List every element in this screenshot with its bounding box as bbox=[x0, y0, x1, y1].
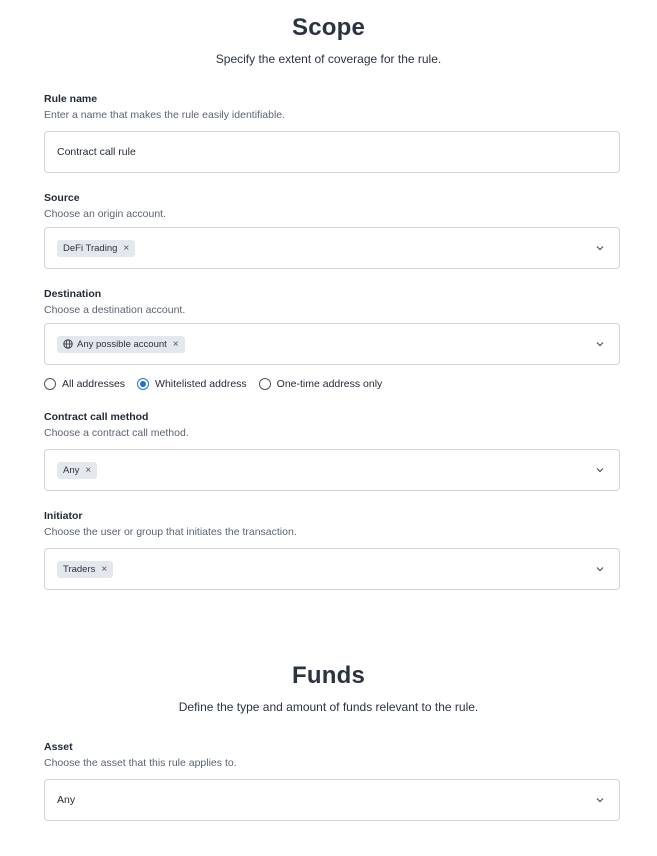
initiator-chip-label: Traders bbox=[63, 563, 96, 575]
remove-icon[interactable]: × bbox=[101, 563, 108, 575]
method-help: Choose a contract call method. bbox=[44, 427, 189, 439]
method-select[interactable] bbox=[44, 449, 620, 491]
rule-name-input[interactable] bbox=[44, 131, 620, 173]
source-chip-label: DeFi Trading bbox=[63, 242, 118, 254]
asset-value: Any bbox=[57, 794, 76, 806]
initiator-chip bbox=[57, 561, 113, 578]
initiator-label: Initiator bbox=[44, 510, 83, 522]
chevron-down-icon[interactable] bbox=[595, 564, 605, 574]
initiator-help: Choose the user or group that initiates the transaction. bbox=[44, 526, 297, 538]
method-chip bbox=[57, 462, 97, 479]
remove-icon[interactable]: × bbox=[123, 242, 130, 254]
remove-icon[interactable]: × bbox=[85, 464, 92, 476]
radio-all-addresses[interactable] bbox=[44, 378, 125, 390]
radio-dot[interactable] bbox=[259, 378, 271, 390]
radio-whitelisted-address[interactable] bbox=[137, 378, 247, 390]
source-select[interactable] bbox=[44, 227, 620, 269]
chevron-down-icon[interactable] bbox=[595, 243, 605, 253]
source-help: Choose an origin account. bbox=[44, 208, 166, 220]
funds-title: Funds bbox=[292, 662, 365, 689]
chevron-down-icon[interactable] bbox=[595, 795, 605, 805]
globe-icon bbox=[63, 339, 73, 349]
funds-subtitle: Define the type and amount of funds relevant to the rule. bbox=[178, 700, 479, 714]
scope-subtitle: Specify the extent of coverage for the rule. bbox=[215, 52, 442, 66]
method-chip-label: Any bbox=[63, 464, 80, 476]
address-type-radio-group bbox=[44, 378, 394, 390]
destination-chip bbox=[57, 336, 185, 353]
rule-name-value: Contract call rule bbox=[57, 146, 136, 158]
method-label: Contract call method bbox=[44, 411, 149, 423]
radio-label: One-time address only bbox=[276, 378, 383, 390]
radio-one-time-address[interactable] bbox=[259, 378, 383, 390]
rule-name-label: Rule name bbox=[44, 93, 98, 105]
destination-select[interactable] bbox=[44, 323, 620, 365]
asset-help: Choose the asset that this rule applies to. bbox=[44, 757, 237, 769]
asset-label: Asset bbox=[44, 741, 73, 753]
radio-label: All addresses bbox=[62, 378, 126, 390]
radio-dot[interactable] bbox=[44, 378, 56, 390]
radio-label: Whitelisted address bbox=[155, 378, 247, 390]
rule-name-help: Enter a name that makes the rule easily identifiable. bbox=[44, 109, 286, 121]
source-label: Source bbox=[44, 192, 80, 204]
source-chip bbox=[57, 240, 135, 257]
destination-chip-label: Any possible account bbox=[77, 338, 167, 350]
scope-title: Scope bbox=[291, 14, 366, 41]
radio-dot-selected[interactable] bbox=[137, 378, 149, 390]
chevron-down-icon[interactable] bbox=[595, 465, 605, 475]
destination-label: Destination bbox=[44, 288, 102, 300]
destination-help: Choose a destination account. bbox=[44, 304, 186, 316]
asset-select[interactable] bbox=[44, 779, 620, 821]
remove-icon[interactable]: × bbox=[172, 338, 179, 350]
initiator-select[interactable] bbox=[44, 548, 620, 590]
chevron-down-icon[interactable] bbox=[595, 339, 605, 349]
